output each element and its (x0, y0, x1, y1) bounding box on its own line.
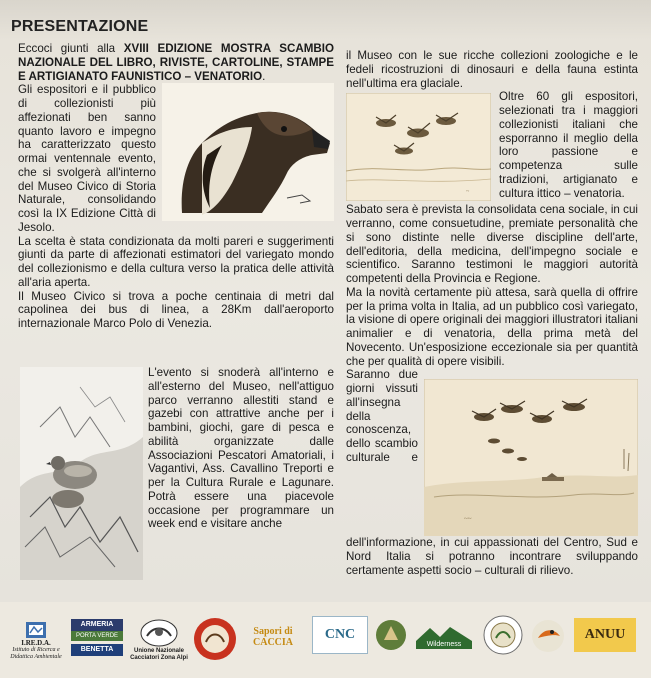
setter-dog-illustration (162, 83, 334, 221)
unione-emblem-icon (139, 618, 179, 648)
right-paragraph-3: Ma la novità certamente più attesa, sarà quella di offrire per la prima volta in Italia, ad un pubblico così variegato, la visione di opere originali dei maggiori illustratori italiani animalier e di venatoria, della prima metà del Novecento. Un'esposizione eccezionale sia per quantità che per qualità di opere visibili. (346, 285, 638, 368)
paragraph-3-continued: L'evento si snoderà all'interno e all'esterno del Museo, nell'attiguo parco verranno allestiti stand e gazebi con attrattive anche per i bambini, giochi, gare di pesca e abilità organizzate dalle Associazioni Pescatori Amatoriali, i Vagantivi, Ass. Cavallino Treporti e per la Cultura Rurale e Lagunare. Potrà essere una piacevole occasione per programmare un week end e visitare anche (148, 366, 334, 531)
green-shield-icon (374, 616, 408, 654)
svg-text:~: ~ (466, 189, 470, 196)
ducks-illustration-slot (346, 93, 491, 201)
right-paragraph-4: Saranno due giorni vissuti all'insegna della conoscenza, dello scambio culturale e dell'informazione, in cui appassionati del Centro, Sud e Nord Italia si potranno incontrare sviluppando certamente aspetti socio – culturali di rilievo. (346, 368, 638, 577)
left-column (18, 42, 334, 331)
sapori-name: Sapori di CACCIA (253, 626, 293, 648)
bird-emblem-icon (530, 616, 566, 656)
intro-bold-text: XVIII EDIZIONE MOSTRA SCAMBIO NAZIONALE DEL LIBRO, RIVISTE, CARTOLINE, STAMPE E ARTIGIANATO FAUNISTICO – VENATORIO (18, 42, 334, 83)
intro-end: . (262, 69, 266, 83)
unione-name: Unione Nazionale Cacciatori Zona Alpi (130, 648, 188, 661)
intro-paragraph (18, 42, 334, 83)
mountains-icon (416, 625, 472, 641)
fidc-round-emblem-icon (482, 614, 524, 656)
anuu-logo (574, 618, 636, 652)
armeria-name: ARMERIA (71, 619, 123, 631)
paragraph-1: Gli espositori e il pubblico di collezionisti più affezionati ben sanno quanto lavoro e impegno ha caratterizzato questo ormai ventennale evento, che si svolgerà all'interno del Museo Civico di Storia Naturale, consolidando così la IX Edizione Città di Jesolo. (18, 83, 156, 234)
cnc-logo (312, 616, 368, 654)
armeria-subtitle: PORTA VERDE (71, 631, 123, 641)
page-title: PRESENTAZIONE (11, 18, 149, 35)
svg-text:~~: ~~ (464, 515, 472, 524)
ireda-emblem-icon (25, 621, 47, 639)
wilderness-name: Wilderness (416, 641, 472, 649)
ireda-logo (8, 608, 64, 674)
red-circular-emblem-icon (192, 616, 238, 662)
unione-cacciatori-logo (130, 606, 188, 674)
marsh-ducks-painting (424, 379, 638, 536)
flying-ducks-sketch (346, 93, 491, 201)
intro-text: Eccoci giunti alla (18, 42, 124, 55)
armeria-logo (68, 612, 126, 662)
right-paragraph-1: Oltre 60 gli espositori, selezionati tra i maggiori collezionisti italiani che esporranno il meglio della loro passione e competenza sulle tradizioni, artigianato e cultura ittico – venatoria. (499, 90, 638, 200)
ireda-subtitle: Istituto di Ricerca e Didattica Ambientale (10, 647, 62, 660)
partridge-illustration (20, 367, 143, 580)
paragraph-3-part-a: Il Museo Civico si trova a poche centinaia di metri dal capolinea dei bus di linea, a 28Km dall'aeroporto internazionale Marco Polo di Venezia. (18, 289, 334, 330)
right-column (346, 49, 638, 578)
paragraph-2: La scelta è stata condizionata da molti pareri e suggerimenti giunti da parte di affezionati estimatori del variegato mondo del collezionismo e della cultura verso la pratica delle attività all'aria aperta. (18, 234, 334, 289)
marsh-illustration-slot (424, 379, 638, 536)
benetta-name: BENETTA (71, 644, 123, 656)
sponsor-logos-bar (0, 602, 651, 678)
ireda-name: I.RE.D.A. (21, 639, 51, 647)
right-paragraph-0: il Museo con le sue ricche collezioni zoologiche e le fedeli ricostruzioni di dinosauri e della fauna estinta nell'ultima era glaciale. (346, 49, 638, 90)
paragraph-3 (18, 290, 334, 331)
right-paragraph-2: Sabato sera è prevista la consolidata cena sociale, in cui verranno, come consuetudine, premiate personalità che si sono distinte nelle diverse discipline dell'arte, dell'editoria, della medicina, dell'impegno sociale e scientifico. Saranno testimoni le maggiori autorità competenti della Provincia e Regione. (346, 203, 638, 285)
cnc-name: CNC (324, 627, 356, 642)
sapori-di-caccia-logo (244, 618, 302, 656)
dog-illustration-slot (162, 83, 334, 221)
wilderness-logo (414, 622, 474, 652)
partridge-drawing (20, 367, 143, 580)
anuu-name: ANUU (584, 627, 626, 642)
left-column-continued (148, 366, 334, 531)
